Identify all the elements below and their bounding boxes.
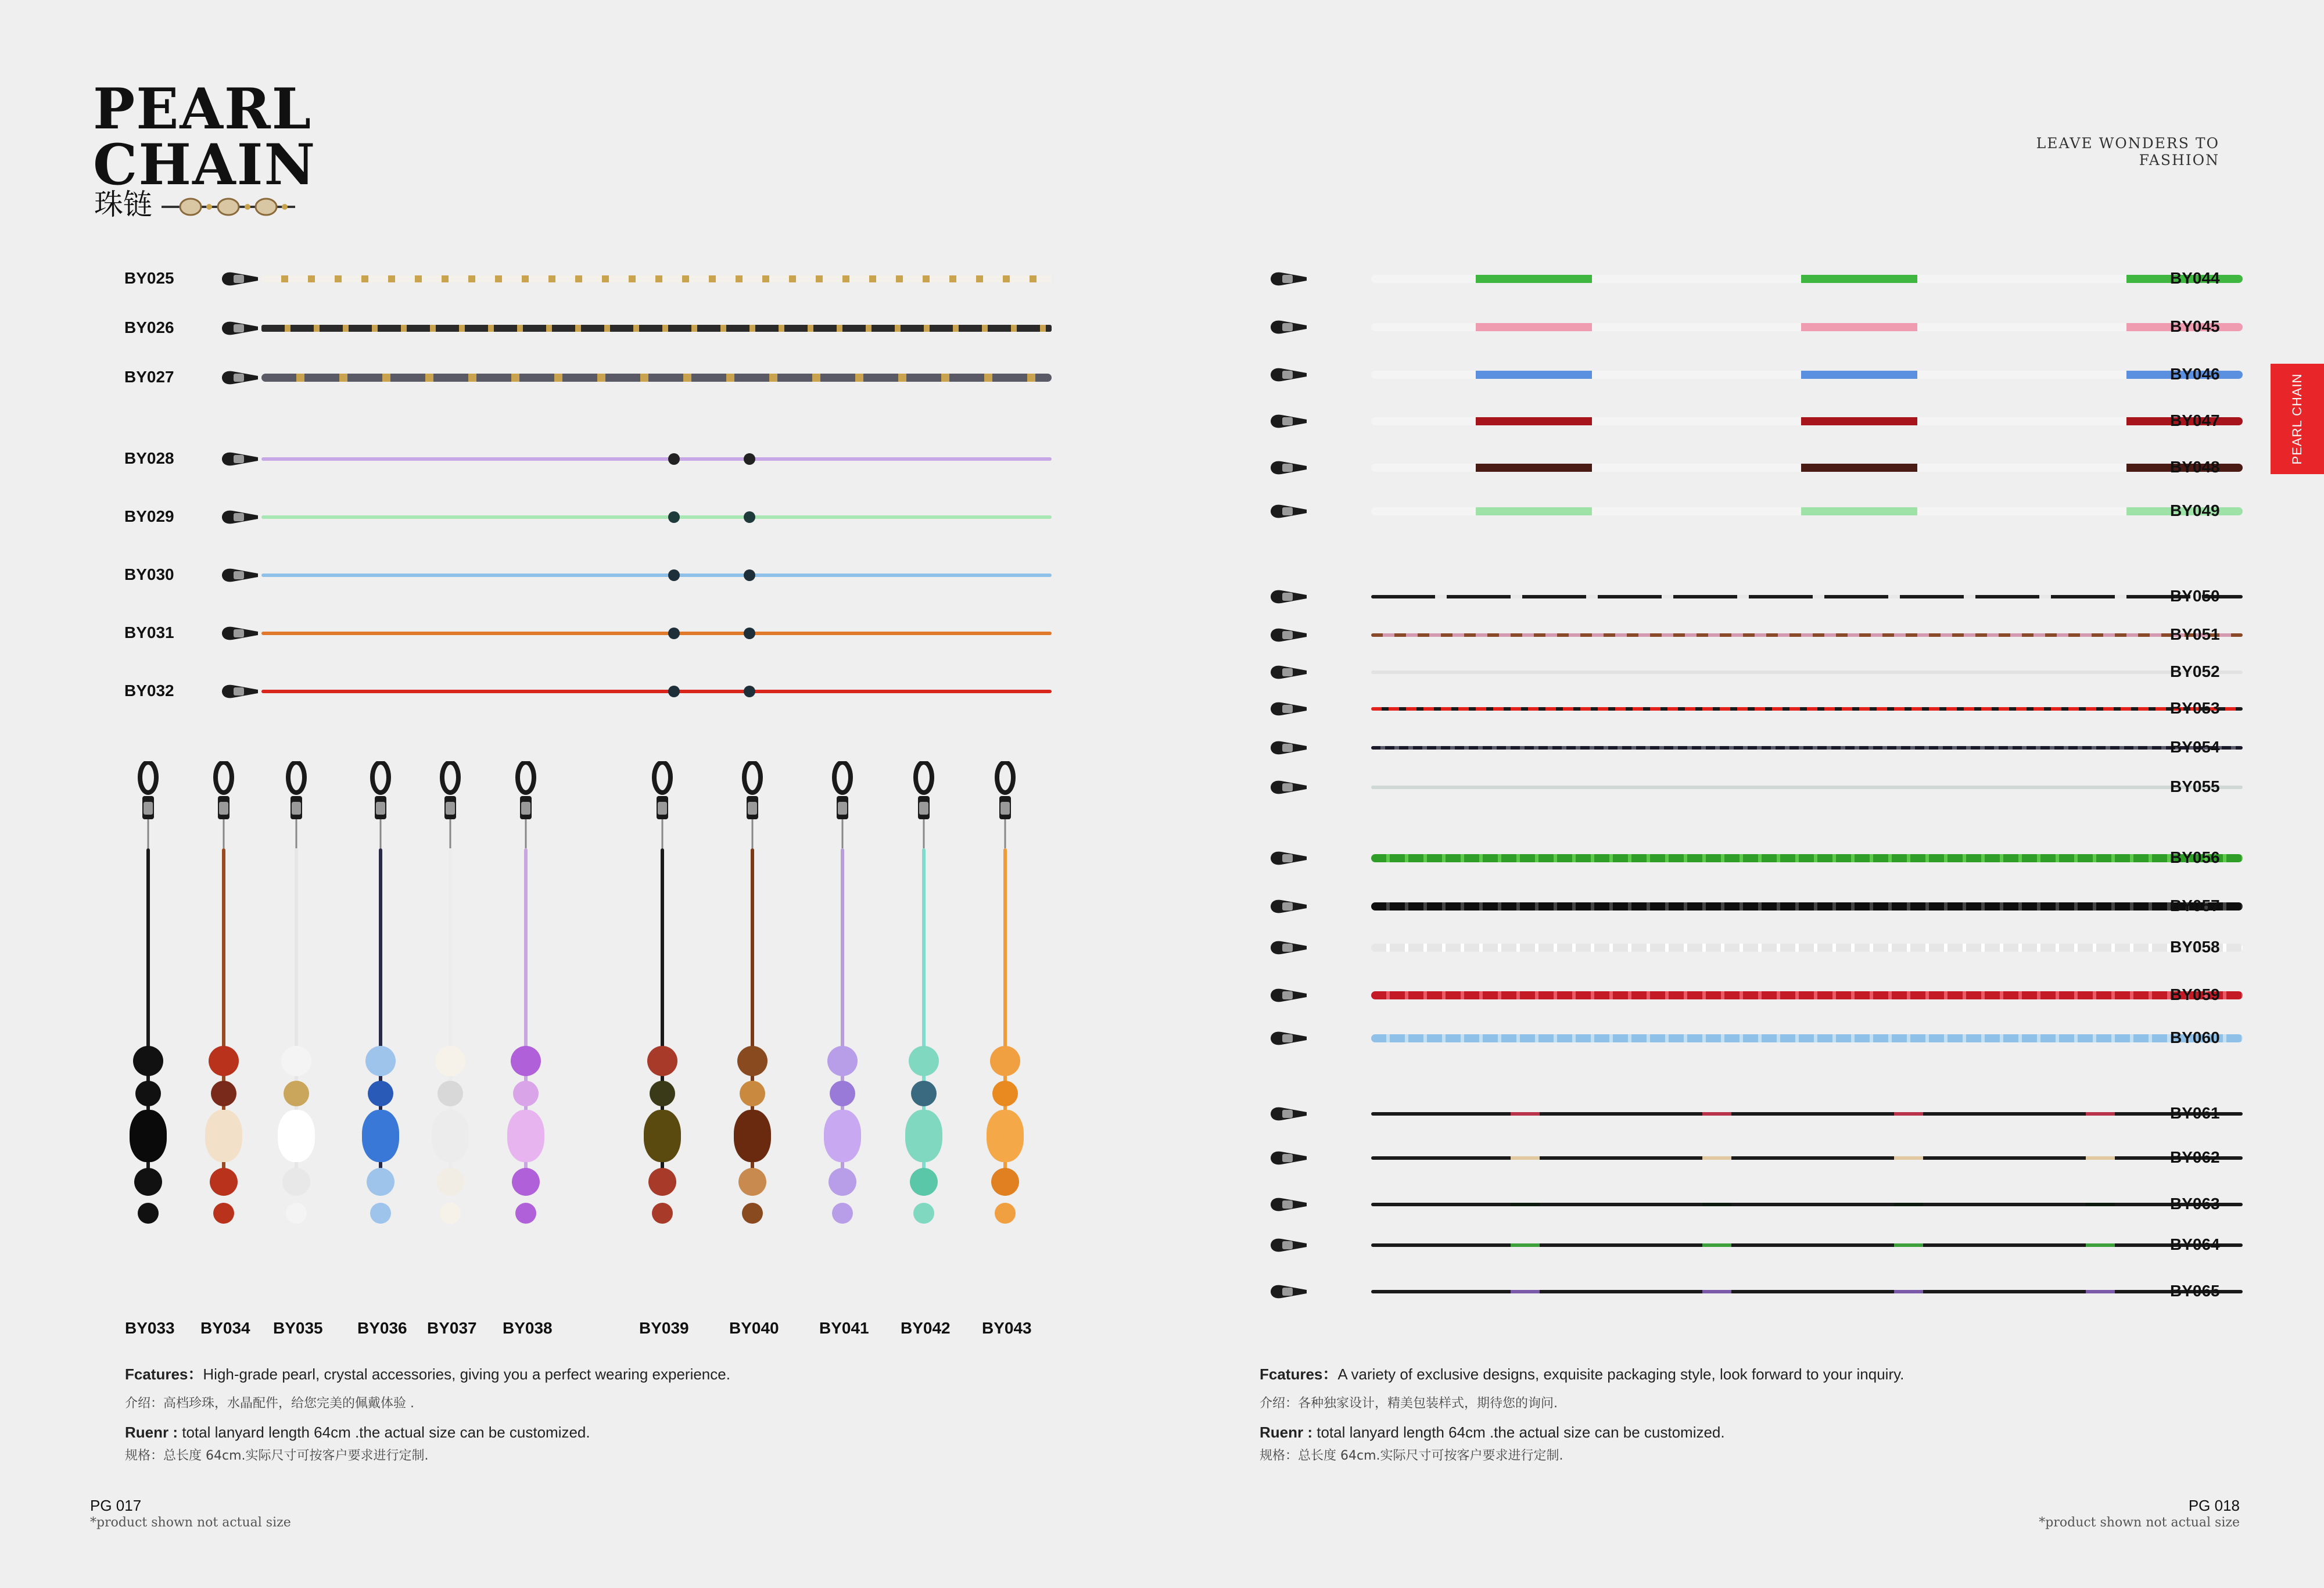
features-cn-left: 介绍：高档珍珠，水晶配件，给您完美的佩戴体验 . bbox=[125, 1396, 414, 1411]
chain-strand bbox=[261, 632, 1052, 635]
features-text: A variety of exclusive designs, exquisite packaging style, look forward to your inquiry. bbox=[1337, 1365, 1905, 1383]
pendant-bead bbox=[138, 1203, 159, 1224]
vertical-chain[interactable] bbox=[273, 761, 323, 1337]
pendant-bead bbox=[830, 1081, 855, 1106]
chain-row[interactable] bbox=[1264, 1231, 2240, 1260]
chain-strand bbox=[1371, 1203, 2243, 1206]
vertical-chain[interactable] bbox=[729, 761, 779, 1337]
chain-strand bbox=[1371, 323, 2243, 331]
chain-strand bbox=[1371, 275, 2243, 283]
product-code: BY064 bbox=[2170, 1235, 2220, 1253]
accent-bead bbox=[744, 511, 755, 523]
eyeglass-hook-icon bbox=[213, 761, 234, 848]
product-code: BY059 bbox=[2170, 985, 2220, 1003]
product-code: BY039 bbox=[639, 1319, 689, 1337]
pendant-bead bbox=[652, 1203, 673, 1224]
accent-bead bbox=[744, 569, 755, 581]
pendant-bead bbox=[209, 1046, 239, 1076]
title-line-1: PEARL bbox=[93, 76, 313, 142]
vertical-chain[interactable] bbox=[503, 761, 553, 1337]
eyeglass-hook-icon bbox=[1264, 698, 1309, 720]
eyeglass-hook-icon bbox=[286, 761, 307, 848]
eyeglass-hook-icon bbox=[215, 506, 260, 528]
eyeglass-hook-icon bbox=[1264, 1103, 1309, 1125]
eyeglass-hook-icon bbox=[515, 761, 536, 848]
chain-strand bbox=[1371, 707, 2243, 711]
eyeglass-hook-icon bbox=[1264, 624, 1309, 646]
features-label: Fcatures： bbox=[125, 1365, 203, 1383]
pendant-bead bbox=[909, 1046, 939, 1076]
pendant-bead bbox=[513, 1081, 539, 1106]
product-code: BY031 bbox=[124, 623, 174, 641]
product-code: BY038 bbox=[503, 1319, 553, 1337]
chain-row[interactable] bbox=[1264, 773, 2240, 802]
accent-bead bbox=[668, 628, 680, 639]
eyeglass-hook-icon bbox=[1264, 316, 1309, 338]
chain-row[interactable] bbox=[1264, 1024, 2240, 1053]
pendant-main-bead bbox=[507, 1110, 544, 1162]
eyeglass-hook-icon bbox=[215, 367, 260, 389]
chain-strand bbox=[1371, 944, 2243, 952]
pendant-bead bbox=[282, 1168, 310, 1196]
pendant-bead bbox=[370, 1203, 391, 1224]
chain-strand bbox=[1371, 902, 2243, 910]
size-cn-right: 规格：总长度 64cm.实际尺寸可按客户要求进行定制. bbox=[1260, 1449, 1563, 1463]
chain-row[interactable] bbox=[122, 445, 1052, 474]
chain-strand bbox=[1371, 1112, 2243, 1116]
features-cn-right: 介绍：各种独家设计，精美包装样式，期待您的询问. bbox=[1260, 1396, 1558, 1411]
pendant-bead bbox=[440, 1203, 461, 1224]
product-code: BY063 bbox=[2170, 1195, 2220, 1213]
chain-strand bbox=[1371, 595, 2243, 598]
eyeglass-hook-icon bbox=[215, 448, 260, 470]
pendant-bead bbox=[368, 1081, 393, 1106]
size-left bbox=[125, 1424, 590, 1442]
size-note-right: *product shown not actual size bbox=[2039, 1515, 2240, 1530]
product-code: BY055 bbox=[2170, 777, 2220, 795]
pendant-bead bbox=[832, 1203, 853, 1224]
eyeglass-hook-icon bbox=[1264, 364, 1309, 386]
product-code: BY041 bbox=[819, 1319, 869, 1337]
pendant-bead bbox=[286, 1203, 307, 1224]
chain-strand bbox=[261, 325, 1052, 332]
pendant-bead bbox=[284, 1081, 309, 1106]
size-right bbox=[1260, 1424, 1725, 1442]
pendant-bead bbox=[829, 1168, 856, 1196]
eyeglass-hook-icon bbox=[1264, 268, 1309, 290]
pendant-bead bbox=[437, 1081, 463, 1106]
product-code: BY062 bbox=[2170, 1148, 2220, 1166]
chain-strand bbox=[261, 573, 1052, 577]
eyeglass-hook-icon bbox=[1264, 1281, 1309, 1303]
eyeglass-hook-icon bbox=[215, 680, 260, 702]
eyeglass-hook-icon bbox=[913, 761, 934, 848]
product-code: BY043 bbox=[982, 1319, 1032, 1337]
pendant-bead bbox=[281, 1046, 311, 1076]
chain-strand bbox=[261, 515, 1052, 519]
pendant-bead bbox=[134, 1168, 162, 1196]
size-cn-left: 规格：总长度 64cm.实际尺寸可按客户要求进行定制. bbox=[125, 1449, 429, 1463]
chain-strand bbox=[261, 374, 1052, 382]
pendant-bead bbox=[911, 1081, 937, 1106]
chain-row[interactable] bbox=[1264, 407, 2240, 436]
chain-strand bbox=[1371, 1243, 2243, 1247]
features-text: High-grade pearl, crystal accessories, giving you a perfect wearing experience. bbox=[203, 1365, 730, 1383]
product-code: BY025 bbox=[124, 269, 174, 287]
accent-bead bbox=[668, 453, 680, 465]
product-code: BY027 bbox=[124, 368, 174, 386]
eyeglass-hook-icon bbox=[652, 761, 673, 848]
pendant-bead bbox=[515, 1203, 536, 1224]
chain-row[interactable] bbox=[1264, 892, 2240, 921]
chain-row[interactable] bbox=[122, 264, 1052, 293]
eyeglass-hook-icon bbox=[1264, 457, 1309, 479]
vertical-chain[interactable] bbox=[819, 761, 869, 1337]
pendant-main-bead bbox=[905, 1110, 942, 1162]
product-code: BY051 bbox=[2170, 625, 2220, 643]
product-code: BY048 bbox=[2170, 458, 2220, 476]
accent-bead bbox=[744, 453, 755, 465]
chain-row[interactable] bbox=[1264, 933, 2240, 962]
product-code: BY030 bbox=[124, 565, 174, 583]
product-code: BY029 bbox=[124, 507, 174, 525]
product-code: BY060 bbox=[2170, 1028, 2220, 1046]
chain-strand bbox=[1371, 1034, 2243, 1042]
chain-row[interactable] bbox=[1264, 360, 2240, 389]
pendant-bead bbox=[913, 1203, 934, 1224]
product-code: BY053 bbox=[2170, 699, 2220, 717]
product-code: BY028 bbox=[124, 449, 174, 467]
vertical-chain[interactable] bbox=[639, 761, 689, 1337]
product-code: BY052 bbox=[2170, 662, 2220, 680]
chain-row[interactable] bbox=[122, 561, 1052, 590]
eyeglass-hook-icon bbox=[1264, 1147, 1309, 1169]
pendant-main-bead bbox=[824, 1110, 861, 1162]
product-code: BY061 bbox=[2170, 1104, 2220, 1122]
features-label: Fcatures： bbox=[1260, 1365, 1338, 1383]
pendant-main-bead bbox=[644, 1110, 681, 1162]
product-code: BY036 bbox=[357, 1319, 407, 1337]
pendant-bead bbox=[827, 1046, 858, 1076]
chain-strand bbox=[1371, 991, 2243, 999]
product-code: BY037 bbox=[427, 1319, 477, 1337]
product-code: BY054 bbox=[2170, 738, 2220, 756]
eyeglass-hook-icon bbox=[1264, 1234, 1309, 1256]
page-number-right: PG 018 bbox=[2188, 1497, 2240, 1514]
pendant-bead bbox=[650, 1081, 675, 1106]
chain-strand bbox=[1371, 671, 2243, 674]
product-code: BY035 bbox=[273, 1319, 323, 1337]
product-code: BY058 bbox=[2170, 938, 2220, 956]
features-right bbox=[1260, 1363, 1904, 1384]
bead-decoration-icon bbox=[162, 192, 295, 221]
chain-row[interactable] bbox=[1264, 582, 2240, 611]
pendant-bead bbox=[995, 1203, 1016, 1224]
pendant-main-bead bbox=[278, 1110, 315, 1162]
title-chinese bbox=[94, 187, 295, 222]
pendant-bead bbox=[648, 1168, 676, 1196]
chain-strand bbox=[1371, 507, 2243, 515]
vertical-chain[interactable] bbox=[357, 761, 407, 1337]
chain-row[interactable] bbox=[1264, 453, 2240, 482]
vertical-chain[interactable] bbox=[901, 761, 951, 1337]
eyeglass-hook-icon bbox=[1264, 737, 1309, 759]
chain-strand bbox=[1371, 854, 2243, 862]
eyeglass-hook-icon bbox=[832, 761, 853, 848]
chain-row[interactable] bbox=[1264, 497, 2240, 526]
eyeglass-hook-icon bbox=[1264, 500, 1309, 522]
chain-strand bbox=[1371, 417, 2243, 425]
chain-strand bbox=[1371, 633, 2243, 637]
chain-row[interactable] bbox=[1264, 733, 2240, 762]
chain-row[interactable] bbox=[1264, 1277, 2240, 1306]
product-code: BY056 bbox=[2170, 848, 2220, 866]
vertical-chain[interactable] bbox=[125, 761, 175, 1337]
product-code: BY034 bbox=[200, 1319, 250, 1337]
pendant-bead bbox=[436, 1168, 464, 1196]
pendant-bead bbox=[133, 1046, 163, 1076]
product-code: BY050 bbox=[2170, 587, 2220, 605]
chain-strand bbox=[1371, 1290, 2243, 1293]
pendant-bead bbox=[211, 1081, 236, 1106]
pendant-bead bbox=[367, 1168, 394, 1196]
eyeglass-hook-icon bbox=[370, 761, 391, 848]
chain-row[interactable] bbox=[122, 363, 1052, 392]
chain-strand bbox=[1371, 786, 2243, 789]
chain-row[interactable] bbox=[1264, 844, 2240, 873]
eyeglass-hook-icon bbox=[742, 761, 763, 848]
pendant-bead bbox=[213, 1203, 234, 1224]
chain-strand bbox=[261, 457, 1052, 461]
chain-row[interactable] bbox=[1264, 1099, 2240, 1128]
chain-row[interactable] bbox=[1264, 658, 2240, 687]
pendant-bead bbox=[135, 1081, 161, 1106]
chain-strand bbox=[1371, 746, 2243, 750]
pendant-bead bbox=[991, 1168, 1019, 1196]
pendant-bead bbox=[210, 1168, 238, 1196]
pendant-bead bbox=[742, 1203, 763, 1224]
pendant-main-bead bbox=[734, 1110, 771, 1162]
product-code: BY042 bbox=[901, 1319, 951, 1337]
eyeglass-hook-icon bbox=[1264, 847, 1309, 869]
pendant-main-bead bbox=[987, 1110, 1024, 1162]
chain-strand bbox=[1371, 371, 2243, 379]
pendant-bead bbox=[740, 1081, 765, 1106]
size-note-left: *product shown not actual size bbox=[90, 1515, 291, 1530]
pendant-bead bbox=[992, 1081, 1018, 1106]
chain-row[interactable] bbox=[1264, 1143, 2240, 1173]
chain-strand bbox=[261, 690, 1052, 693]
side-tab-label: PEARL CHAIN bbox=[2290, 373, 2304, 465]
eyeglass-hook-icon bbox=[440, 761, 461, 848]
eyeglass-hook-icon bbox=[215, 622, 260, 644]
pendant-bead bbox=[738, 1168, 766, 1196]
accent-bead bbox=[668, 511, 680, 523]
page-number-left: PG 017 bbox=[90, 1497, 142, 1514]
eyeglass-hook-icon bbox=[1264, 1027, 1309, 1049]
eyeglass-hook-icon bbox=[1264, 776, 1309, 798]
eyeglass-hook-icon bbox=[215, 268, 260, 290]
title-line-2: CHAIN bbox=[93, 132, 317, 198]
eyeglass-hook-icon bbox=[1264, 984, 1309, 1006]
pendant-main-bead bbox=[362, 1110, 399, 1162]
accent-bead bbox=[668, 569, 680, 581]
chain-row[interactable] bbox=[1264, 1190, 2240, 1219]
pendant-main-bead bbox=[130, 1110, 167, 1162]
pendant-main-bead bbox=[205, 1110, 242, 1162]
tagline: LEAVE WONDERS TO FASHION bbox=[2036, 135, 2219, 169]
pendant-bead bbox=[647, 1046, 677, 1076]
chain-strand bbox=[1371, 1156, 2243, 1160]
chain-row[interactable] bbox=[1264, 694, 2240, 723]
vertical-chain[interactable] bbox=[427, 761, 477, 1337]
eyeglass-hook-icon bbox=[215, 564, 260, 586]
vertical-chain[interactable] bbox=[982, 761, 1032, 1337]
chain-row[interactable] bbox=[1264, 981, 2240, 1010]
pendant-bead bbox=[435, 1046, 465, 1076]
chain-row[interactable] bbox=[122, 503, 1052, 532]
chain-strand bbox=[261, 275, 1052, 282]
product-code: BY046 bbox=[2170, 365, 2220, 383]
pendant-bead bbox=[910, 1168, 938, 1196]
eyeglass-hook-icon bbox=[1264, 661, 1309, 683]
pendant-main-bead bbox=[432, 1110, 469, 1162]
size-text: total lanyard length 64cm .the actual size can be customized. bbox=[178, 1424, 590, 1441]
chain-row[interactable] bbox=[1264, 621, 2240, 650]
size-text: total lanyard length 64cm .the actual size can be customized. bbox=[1312, 1424, 1725, 1441]
product-code: BY047 bbox=[2170, 411, 2220, 429]
chain-strand bbox=[1371, 464, 2243, 472]
chain-row[interactable] bbox=[1264, 313, 2240, 342]
product-code: BY044 bbox=[2170, 269, 2220, 287]
product-code: BY040 bbox=[729, 1319, 779, 1337]
eyeglass-hook-icon bbox=[215, 317, 260, 339]
chain-row[interactable] bbox=[122, 314, 1052, 343]
product-code: BY033 bbox=[125, 1319, 175, 1337]
chain-row[interactable] bbox=[1264, 264, 2240, 293]
product-code: BY049 bbox=[2170, 501, 2220, 519]
pendant-bead bbox=[737, 1046, 768, 1076]
chain-row[interactable] bbox=[122, 677, 1052, 706]
product-code: BY057 bbox=[2170, 897, 2220, 915]
side-tab[interactable] bbox=[2271, 364, 2324, 474]
page-title bbox=[93, 76, 317, 198]
accent-bead bbox=[744, 686, 755, 697]
size-label: Ruenr : bbox=[125, 1424, 178, 1441]
eyeglass-hook-icon bbox=[1264, 1193, 1309, 1216]
accent-bead bbox=[744, 628, 755, 639]
product-code: BY065 bbox=[2170, 1282, 2220, 1300]
title-cn-text: 珠链 bbox=[94, 188, 152, 221]
product-code: BY045 bbox=[2170, 317, 2220, 335]
product-code: BY026 bbox=[124, 318, 174, 336]
eyeglass-hook-icon bbox=[138, 761, 159, 848]
eyeglass-hook-icon bbox=[995, 761, 1016, 848]
size-label: Ruenr : bbox=[1260, 1424, 1312, 1441]
features-left bbox=[125, 1363, 730, 1384]
pendant-bead bbox=[511, 1046, 541, 1076]
pendant-bead bbox=[990, 1046, 1020, 1076]
pendant-bead bbox=[365, 1046, 396, 1076]
eyeglass-hook-icon bbox=[1264, 895, 1309, 917]
pendant-bead bbox=[512, 1168, 540, 1196]
eyeglass-hook-icon bbox=[1264, 937, 1309, 959]
chain-row[interactable] bbox=[122, 619, 1052, 648]
eyeglass-hook-icon bbox=[1264, 410, 1309, 432]
eyeglass-hook-icon bbox=[1264, 586, 1309, 608]
product-code: BY032 bbox=[124, 682, 174, 700]
vertical-chain[interactable] bbox=[200, 761, 250, 1337]
accent-bead bbox=[668, 686, 680, 697]
